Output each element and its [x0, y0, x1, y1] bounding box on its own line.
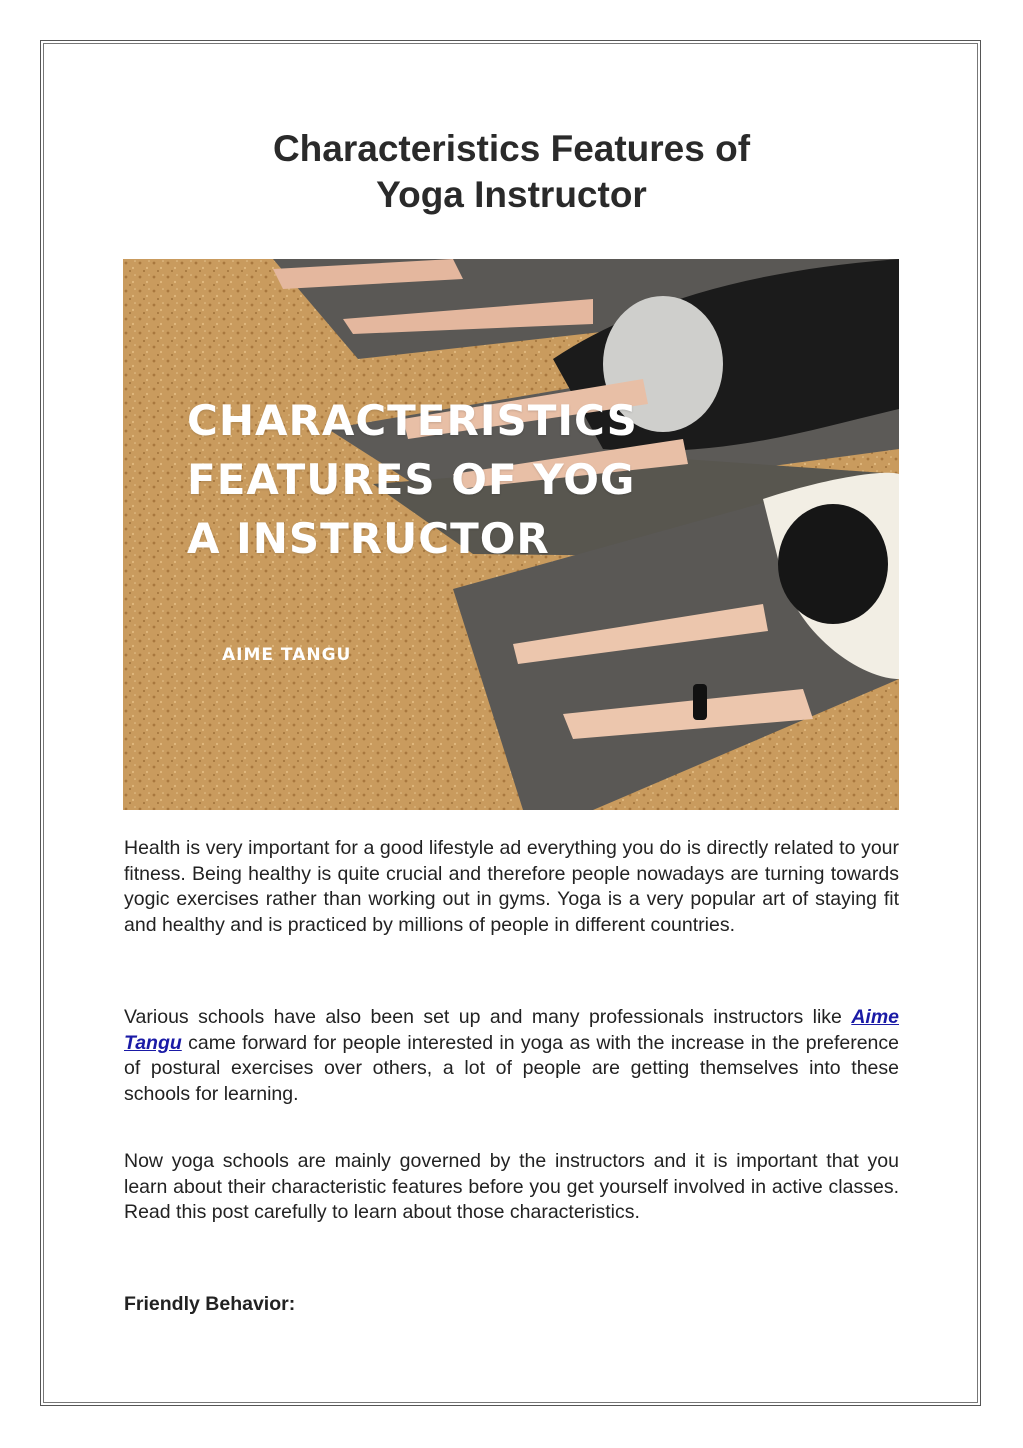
paragraph-schools-text-before: Various schools have also been set up and many professionals instructors like — [124, 1006, 852, 1028]
fitness-band — [693, 684, 707, 720]
paragraph-schools-text-after: came forward for people interested in yoga as with the increase in the preference of postural exercises over others, a lot of people are getting themselves into these schools for learning. — [124, 1031, 899, 1106]
document-title — [124, 126, 899, 218]
hero-overlay-title: CHARACTERISTICS FEATURES OF YOGA INSTRUCTOR — [187, 396, 638, 563]
section-heading: Friendly Behavior: — [124, 1293, 296, 1315]
title-line-1: Characteristics Features of — [272, 128, 751, 169]
title-line-2: Yoga Instructor — [376, 174, 647, 215]
hero-overlay-author: AIME TANGU — [222, 645, 352, 665]
hero-image — [123, 259, 899, 810]
paragraph-schools — [124, 1005, 899, 1108]
author-link[interactable]: Aime Tangu — [124, 1006, 899, 1054]
person-2-hair — [778, 504, 888, 624]
paragraph-instructors: Now yoga schools are mainly governed by the instructors and it is important that you learn about their characteristic features before you get yourself involved in active classes. Read this post carefully to learn about those characteristics. — [124, 1150, 899, 1224]
paragraph-intro: Health is very important for a good lifestyle ad everything you do is directly related to your fitness. Being healthy is quite crucial and therefore people nowadays are turning towards yogic exercises rather than working out in gyms. Yoga is a very popular art of staying fit and healthy and is practiced by millions of people in different countries. — [124, 837, 899, 937]
